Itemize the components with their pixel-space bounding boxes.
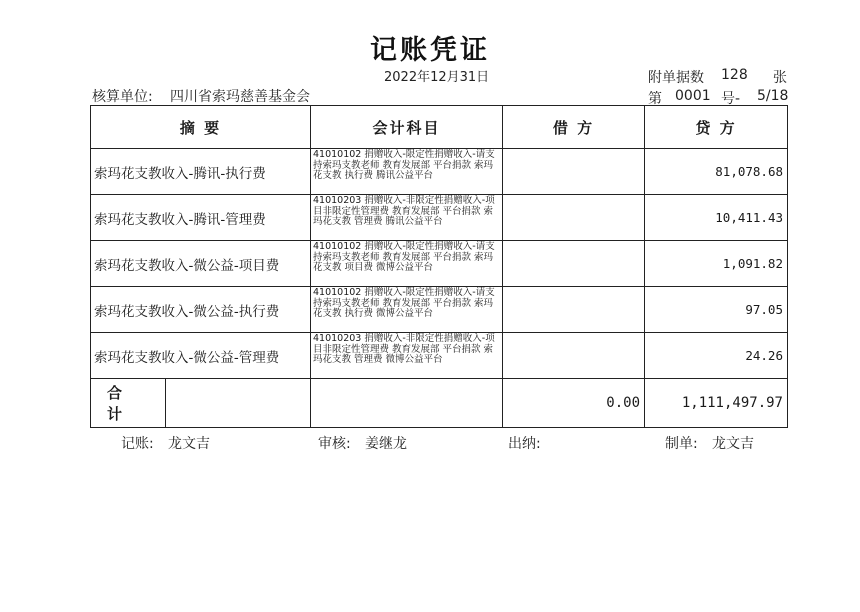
reviewer-name: 姜继龙 (365, 436, 407, 452)
row-account: 41010203 捐赠收入-非限定性捐赠收入-项目非限定性管理费 教育发展部 平台捐款 索玛花支教 管理费 微博公益平台 (311, 333, 503, 379)
unit-name: 四川省索玛慈善基金会 (170, 89, 310, 105)
row-debit (503, 195, 645, 241)
bookkeeper-label: 记账: (121, 436, 154, 452)
total-label-cell (91, 379, 311, 428)
header-debit: 借 方 (503, 106, 645, 149)
row-credit: 10,411.43 (645, 195, 788, 241)
table-row (91, 241, 788, 287)
attachment-label: 附单据数 (648, 70, 704, 86)
total-divider (165, 379, 166, 427)
table-row (91, 333, 788, 379)
total-label: 合 计 (107, 384, 139, 423)
row-summary: 索玛花支教收入-微公益-项目费 (91, 241, 311, 287)
row-account: 41010102 捐赠收入-限定性捐赠收入-请支持索玛支教老师 教育发展部 平台捐款 索玛花支教 执行费 腾讯公益平台 (311, 149, 503, 195)
preparer-name: 龙文吉 (712, 436, 754, 452)
bookkeeper-name: 龙文吉 (168, 436, 210, 452)
table-row (91, 287, 788, 333)
header-account: 会计科目 (311, 106, 503, 149)
voucher-date: 2022年12月31日 (384, 70, 490, 85)
row-credit: 24.26 (645, 333, 788, 379)
table-header-row (91, 106, 788, 149)
row-account: 41010102 捐赠收入-限定性捐赠收入-请支持索玛支教老师 教育发展部 平台捐款 索玛花支教 项目费 微博公益平台 (311, 241, 503, 287)
voucher-title: 记账凭证 (370, 35, 490, 66)
row-account: 41010203 捐赠收入-非限定性捐赠收入-项目非限定性管理费 教育发展部 平台捐款 索玛花支教 管理费 腾讯公益平台 (311, 195, 503, 241)
table-row (91, 149, 788, 195)
row-debit (503, 241, 645, 287)
total-debit: 0.00 (503, 379, 645, 428)
total-credit: 1,111,497.97 (645, 379, 788, 428)
row-credit: 1,091.82 (645, 241, 788, 287)
voucher-table (90, 105, 788, 428)
reviewer-label: 审核: (318, 436, 351, 452)
attachment-count: 128 (721, 67, 748, 83)
voucher-no-label: 第 (648, 91, 662, 107)
attachment-unit: 张 (773, 70, 787, 86)
voucher-no-suffix: 号- (721, 91, 741, 107)
voucher-page: 5/18 (757, 88, 789, 104)
row-summary: 索玛花支教收入-微公益-管理费 (91, 333, 311, 379)
cashier-label: 出纳: (508, 436, 541, 452)
total-account-blank (311, 379, 503, 428)
table-row (91, 195, 788, 241)
header-summary: 摘 要 (91, 106, 311, 149)
row-debit (503, 287, 645, 333)
preparer-label: 制单: (665, 436, 698, 452)
row-account: 41010102 捐赠收入-限定性捐赠收入-请支持索玛支教老师 教育发展部 平台捐款 索玛花支教 执行费 微博公益平台 (311, 287, 503, 333)
row-credit: 81,078.68 (645, 149, 788, 195)
row-summary: 索玛花支教收入-腾讯-管理费 (91, 195, 311, 241)
voucher-no-number: 0001 (675, 88, 711, 104)
row-summary: 索玛花支教收入-腾讯-执行费 (91, 149, 311, 195)
row-summary: 索玛花支教收入-微公益-执行费 (91, 287, 311, 333)
total-row (91, 379, 788, 428)
row-debit (503, 149, 645, 195)
unit-label: 核算单位: (92, 89, 153, 105)
row-credit: 97.05 (645, 287, 788, 333)
row-debit (503, 333, 645, 379)
header-credit: 贷 方 (645, 106, 788, 149)
